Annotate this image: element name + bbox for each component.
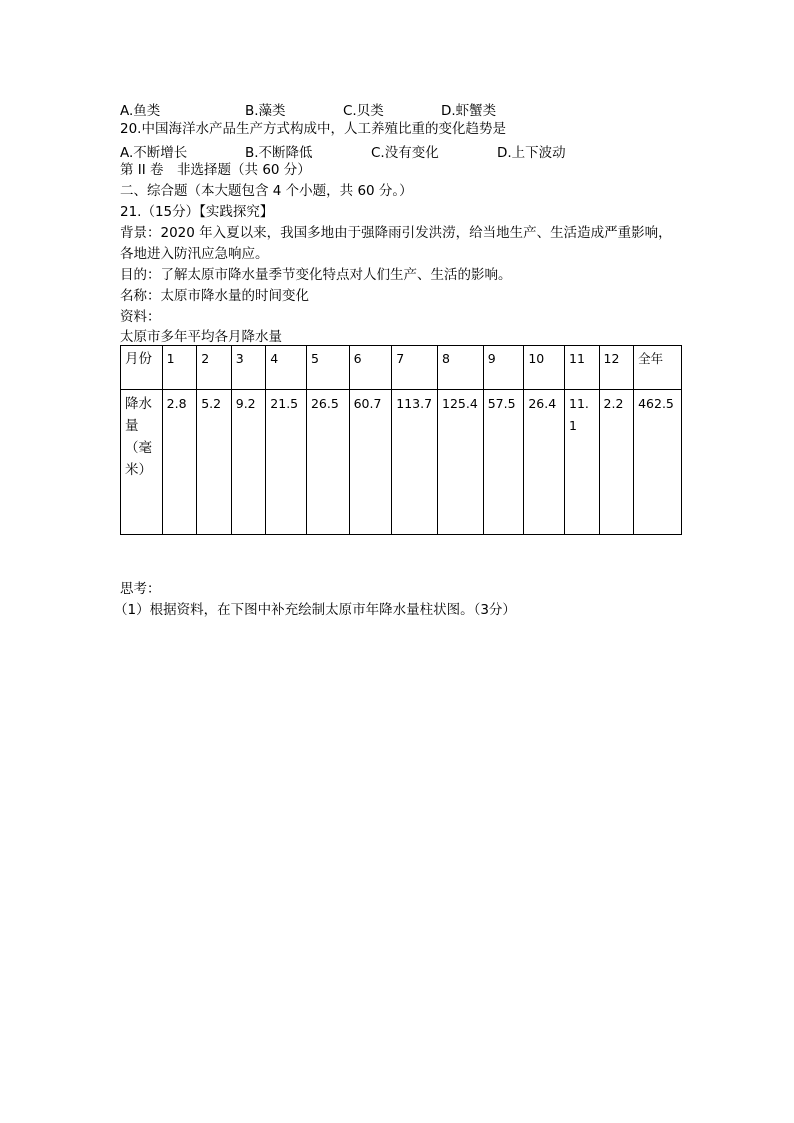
- month-cell: 9: [483, 346, 524, 390]
- value-cell: 26.5: [306, 390, 349, 535]
- sub-question-1: （1）根据资料，在下图中补充绘制太原市年降水量柱状图。（3分）: [114, 602, 516, 618]
- month-cell: 2: [197, 346, 232, 390]
- part-heading: 第 II 卷 非选择题（共 60 分）: [120, 162, 311, 178]
- month-cell: 5: [306, 346, 349, 390]
- q21-material: 资料：: [120, 309, 161, 325]
- table-title: 太原市多年平均各月降水量: [120, 329, 282, 345]
- month-cell: 4: [266, 346, 307, 390]
- month-cell: 1: [162, 346, 197, 390]
- q20-option-c: C.没有变化: [371, 145, 439, 161]
- q21-name: 名称：太原市降水量的时间变化: [120, 288, 309, 304]
- q21-background-line-1: 背景：2020 年入夏以来，我国多地由于强降雨引发洪涝，给当地生产、生活造成严重影响，: [120, 225, 672, 241]
- q21-title: 21.（15分）【实践探究】: [120, 204, 274, 220]
- month-cell: 3: [231, 346, 266, 390]
- month-cell-annual: 全年: [634, 346, 682, 390]
- think-label: 思考：: [120, 581, 161, 597]
- value-cell: 9.2: [231, 390, 266, 535]
- value-cell: 26.4: [524, 390, 565, 535]
- q20-stem: 20.中国海洋水产品生产方式构成中，人工养殖比重的变化趋势是: [120, 121, 506, 137]
- q20-option-b: B.不断降低: [245, 145, 313, 161]
- month-cell: 10: [524, 346, 565, 390]
- month-cell: 8: [438, 346, 484, 390]
- q19-option-c: C.贝类: [343, 103, 384, 119]
- q20-option-d: D.上下波动: [497, 145, 566, 161]
- q19-option-b: B.藻类: [245, 103, 286, 119]
- month-cell: 7: [392, 346, 438, 390]
- value-cell: 5.2: [197, 390, 232, 535]
- precipitation-header-cell: 降水量（毫米）: [121, 390, 163, 535]
- precipitation-table: [120, 345, 682, 535]
- value-cell: 125.4: [438, 390, 484, 535]
- month-cell: 12: [599, 346, 634, 390]
- month-header-cell: 月份: [121, 346, 163, 390]
- value-cell: 57.5: [483, 390, 524, 535]
- section-heading: 二、综合题（本大题包含 4 个小题，共 60 分。）: [120, 183, 413, 199]
- value-cell-annual: 462.5: [634, 390, 682, 535]
- value-cell: 21.5: [266, 390, 307, 535]
- month-row: [121, 346, 682, 390]
- month-cell: 11: [565, 346, 600, 390]
- value-cell: 11.1: [565, 390, 600, 535]
- value-cell: 60.7: [349, 390, 392, 535]
- value-cell: 2.2: [599, 390, 634, 535]
- value-cell: 113.7: [392, 390, 438, 535]
- q21-purpose: 目的：了解太原市降水量季节变化特点对人们生产、生活的影响。: [120, 267, 512, 283]
- month-cell: 6: [349, 346, 392, 390]
- value-cell: 2.8: [162, 390, 197, 535]
- q21-background-line-2: 各地进入防汛应急响应。: [120, 246, 269, 262]
- precipitation-row: [121, 390, 682, 535]
- q19-option-a: A.鱼类: [120, 103, 161, 119]
- q19-option-d: D.虾蟹类: [441, 103, 497, 119]
- q20-option-a: A.不断增长: [120, 145, 188, 161]
